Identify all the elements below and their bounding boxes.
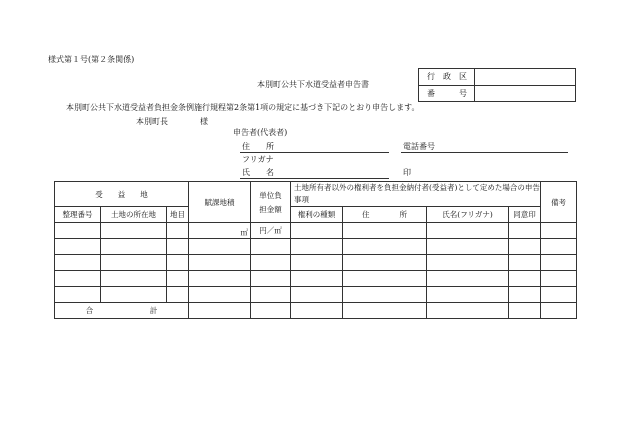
cell-location[interactable] [101,287,167,303]
cell-consent-seal[interactable] [509,287,541,303]
total-holder-name[interactable] [427,303,509,319]
unit-charge: 円／㎡ [259,226,282,235]
cell-lot-no[interactable] [55,271,101,287]
table-row [55,223,577,239]
cell-location[interactable] [101,255,167,271]
cell-land-category[interactable] [167,271,189,287]
cell-unit-charge[interactable] [251,287,291,303]
addressee: 本別町長 [136,117,168,126]
total-consent-seal[interactable] [509,303,541,319]
cell-unit-charge[interactable] [251,255,291,271]
cell-lot-no[interactable] [55,223,101,239]
document-title: 本別町公共下水道受益者申告書 [257,80,369,89]
form-number: 様式第１号(第２条関係) [48,55,135,64]
admin-row1-field[interactable] [476,70,574,84]
intro-text: 本別町公共下水道受益者負担金条例施行規程第2条第1項の規定に基づき下記のとおり申告します。 [66,103,420,112]
unit-area: ㎡ [240,228,249,237]
cell-holder-address[interactable] [343,255,427,271]
total-label-cell [55,303,189,319]
header-unit-charge [251,182,291,223]
table-row [55,239,577,255]
name-label: 氏 名 [242,168,274,177]
header-land-group: 受 益 地 [55,182,189,207]
cell-lot-no[interactable] [55,287,101,303]
cell-location[interactable] [101,271,167,287]
cell-right-type[interactable] [291,287,343,303]
header-location: 土地の所在地 [101,207,167,223]
cell-land-category[interactable] [167,223,189,239]
header-consent-seal: 同意印 [509,207,541,223]
total-right-type[interactable] [291,303,343,319]
cell-right-type[interactable] [291,223,343,239]
table-row [55,255,577,271]
header-unit-charge-line2: 担金額 [259,204,282,214]
address-label: 住 所 [242,142,274,151]
cell-consent-seal[interactable] [509,255,541,271]
header-holder-name: 氏名(フリガナ) [427,207,509,223]
cell-area[interactable] [189,287,251,303]
address-underline[interactable] [240,152,389,153]
header-remarks: 備考 [541,182,577,223]
admin-row2-label: 番 号 [427,89,467,98]
cell-unit-charge[interactable] [251,239,291,255]
admin-row1-label: 行 政 区 [427,72,467,81]
cell-remarks[interactable] [541,239,577,255]
phone-underline[interactable] [401,152,568,153]
cell-holder-name[interactable] [427,239,509,255]
furigana-label: フリガナ [242,155,274,164]
phone-label: 電話番号 [403,142,435,151]
land-table [54,181,577,319]
cell-lot-no[interactable] [55,239,101,255]
admin-box [418,68,576,102]
honorific: 様 [200,117,208,126]
total-unit-charge[interactable] [251,303,291,319]
cell-right-type[interactable] [291,255,343,271]
header-land-category: 地目 [167,207,189,223]
cell-remarks[interactable] [541,223,577,239]
name-underline[interactable] [240,178,389,179]
cell-consent-seal[interactable] [509,271,541,287]
header-lot-no: 整理番号 [55,207,101,223]
cell-area[interactable] [189,271,251,287]
total-label-2: 計 [149,306,158,315]
table-row [55,271,577,287]
cell-location[interactable] [101,239,167,255]
total-holder-address[interactable] [343,303,427,319]
cell-holder-address[interactable] [343,271,427,287]
cell-land-category[interactable] [167,239,189,255]
cell-land-category[interactable] [167,255,189,271]
cell-area[interactable] [189,223,251,239]
cell-holder-name[interactable] [427,223,509,239]
admin-row2-field[interactable] [476,87,574,101]
cell-holder-address[interactable] [343,239,427,255]
cell-unit-charge[interactable] [251,223,291,239]
total-row [55,303,577,319]
cell-area[interactable] [189,239,251,255]
cell-right-type[interactable] [291,271,343,287]
cell-remarks[interactable] [541,255,577,271]
cell-remarks[interactable] [541,287,577,303]
cell-remarks[interactable] [541,271,577,287]
header-rights-holder-group: 土地所有者以外の権利者を負担金納付者(受益者)として定めた場合の申告事項 [291,182,541,207]
total-remarks[interactable] [541,303,577,319]
declarant-heading: 申告者(代表者) [233,128,288,137]
cell-land-category[interactable] [167,287,189,303]
cell-consent-seal[interactable] [509,239,541,255]
cell-right-type[interactable] [291,239,343,255]
total-area[interactable] [189,303,251,319]
header-area: 賦課地積 [189,182,251,223]
total-label-1: 合 [85,306,94,315]
header-right-type: 権利の種類 [291,207,343,223]
cell-holder-address[interactable] [343,223,427,239]
cell-holder-address[interactable] [343,287,427,303]
table-row [55,287,577,303]
cell-lot-no[interactable] [55,255,101,271]
cell-holder-name[interactable] [427,287,509,303]
cell-area[interactable] [189,255,251,271]
cell-holder-name[interactable] [427,271,509,287]
cell-unit-charge[interactable] [251,271,291,287]
header-holder-address: 住 所 [343,207,427,223]
header-unit-charge-line1: 単位負 [259,190,282,200]
cell-holder-name[interactable] [427,255,509,271]
cell-location[interactable] [101,223,167,239]
seal-mark: 印 [403,168,411,177]
cell-consent-seal[interactable] [509,223,541,239]
